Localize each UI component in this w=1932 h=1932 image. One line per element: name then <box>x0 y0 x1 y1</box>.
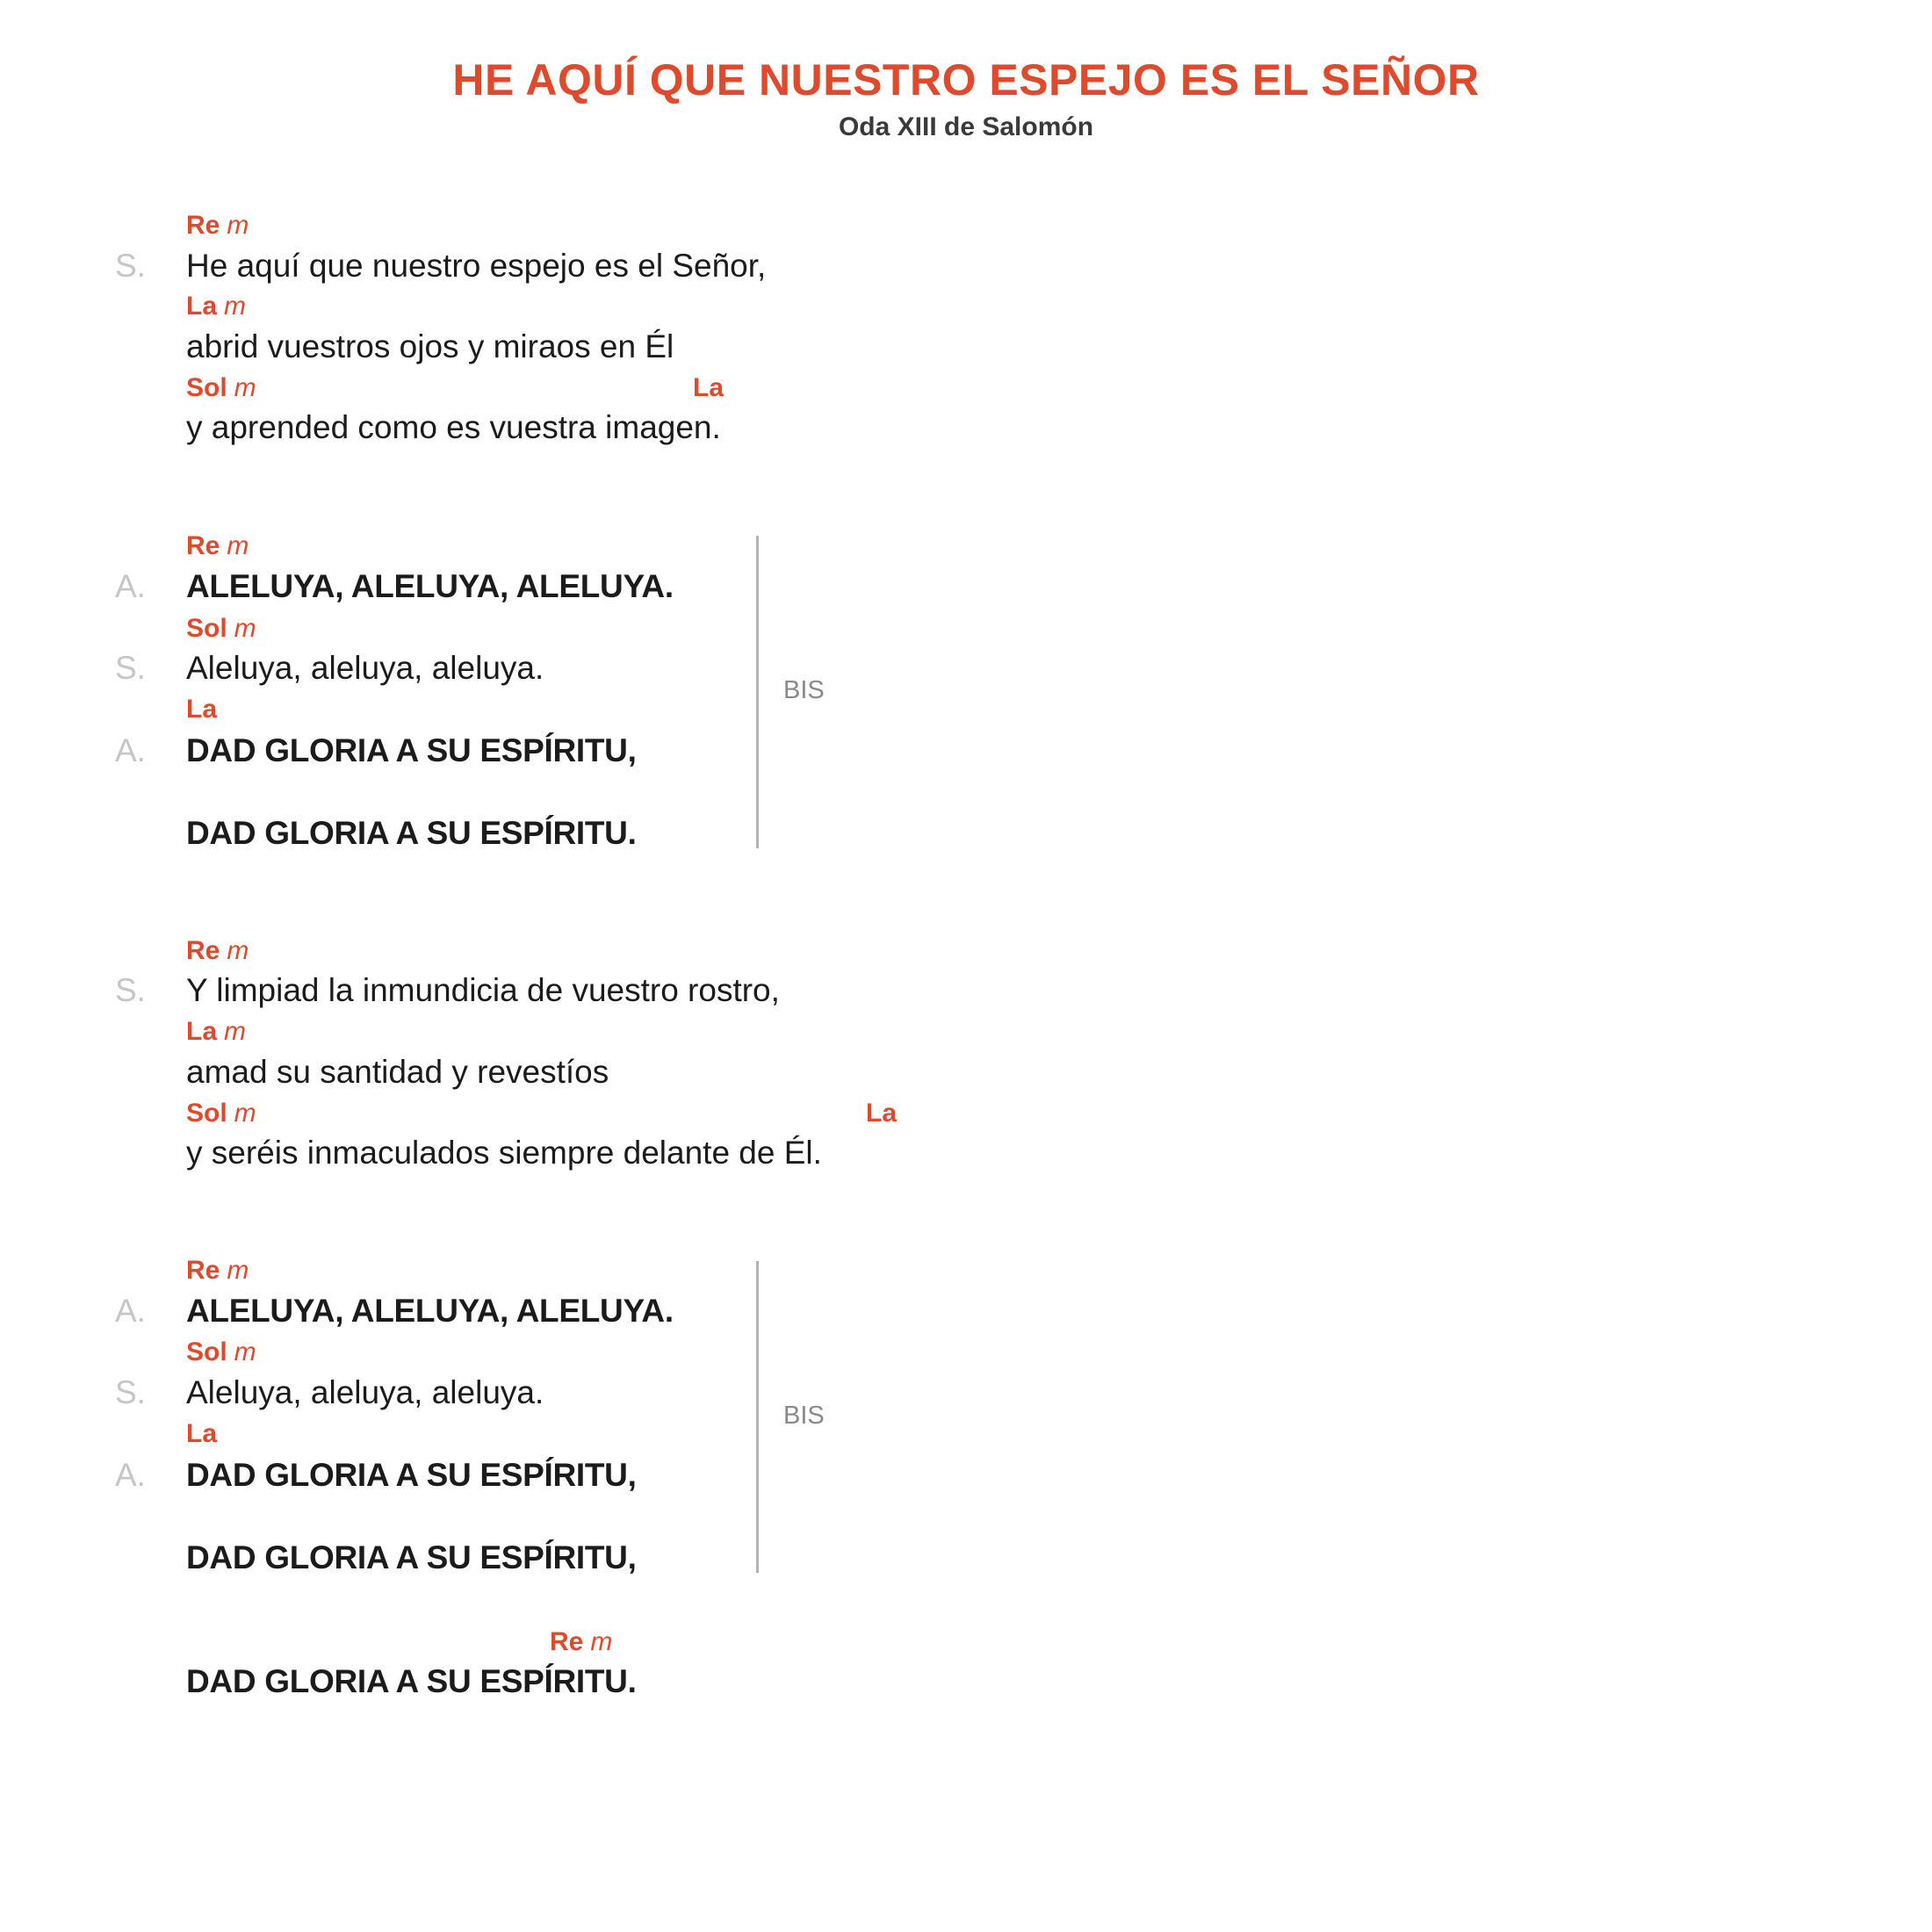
repeat-bracket <box>756 1261 759 1573</box>
lyric-line: ALELUYA, ALELUYA, ALELUYA. <box>186 568 674 604</box>
repeat-bracket <box>756 536 759 848</box>
lyric-line: DAD GLORIA A SU ESPÍRITU. <box>186 1663 637 1699</box>
role-label: A. <box>115 1457 146 1493</box>
role-label: A. <box>115 732 146 768</box>
lyric-line: amad su santidad y revestíos <box>186 1054 609 1090</box>
chord <box>186 293 246 320</box>
chord <box>186 1100 256 1127</box>
chord <box>550 1629 612 1655</box>
song-subtitle: Oda XIII de Salomón <box>838 112 1094 141</box>
chord-root: La <box>866 1099 898 1128</box>
chord-minor: m <box>224 292 247 321</box>
chord <box>186 616 256 642</box>
chord-minor: m <box>234 1099 256 1128</box>
lyric-line: DAD GLORIA A SU ESPÍRITU, <box>186 1539 637 1575</box>
chord-root: Sol <box>186 1337 227 1366</box>
chord-minor: m <box>234 1337 256 1366</box>
chord-minor: m <box>227 211 249 240</box>
chord <box>186 213 249 239</box>
role-label: A. <box>115 568 146 604</box>
chord <box>186 1019 246 1045</box>
lyric-line: DAD GLORIA A SU ESPÍRITU. <box>186 815 637 851</box>
lyric-line: DAD GLORIA A SU ESPÍRITU, <box>186 1457 637 1493</box>
lyric-line: Aleluya, aleluya, aleluya. <box>186 1374 544 1410</box>
lyric-line: He aquí que nuestro espejo es el Señor, <box>186 248 767 284</box>
chord-root: Re <box>186 211 220 240</box>
lyric-line: Y limpiad la inmundicia de vuestro rostro, <box>186 972 780 1008</box>
chord-minor: m <box>227 1256 249 1285</box>
chord-root: Sol <box>186 1099 227 1128</box>
role-label: A. <box>115 1293 146 1329</box>
lyric-line: ALELUYA, ALELUYA, ALELUYA. <box>186 1293 674 1329</box>
lyric-line: DAD GLORIA A SU ESPÍRITU, <box>186 732 637 768</box>
lyric-line: y seréis inmaculados siempre delante de Él. <box>186 1135 822 1171</box>
chord <box>866 1100 897 1127</box>
chord-root: La <box>693 373 724 402</box>
chord <box>186 375 256 401</box>
chord-root: Sol <box>186 373 227 402</box>
bis-label: BIS <box>783 676 825 704</box>
chord-minor: m <box>227 936 249 965</box>
chord-root: La <box>186 1017 218 1046</box>
chord-root: La <box>186 695 218 724</box>
lyric-line: y aprended como es vuestra imagen. <box>186 409 721 445</box>
role-label: S. <box>115 650 146 686</box>
role-label: S. <box>115 972 146 1008</box>
role-label: S. <box>115 1374 146 1410</box>
chord-minor: m <box>234 614 256 643</box>
bis-label: BIS <box>783 1402 825 1430</box>
chord-root: Re <box>186 936 220 965</box>
lyric-line: abrid vuestros ojos y miraos en Él <box>186 328 674 364</box>
chord <box>186 533 249 559</box>
chord <box>186 696 217 723</box>
chord-root: Re <box>186 1256 220 1285</box>
chord <box>186 1258 249 1284</box>
song-title: HE AQUÍ QUE NUESTRO ESPEJO ES EL SEÑOR <box>452 55 1480 105</box>
chord <box>186 1421 217 1447</box>
chord-root: Re <box>550 1627 584 1656</box>
chord <box>186 1339 256 1366</box>
chord-root: La <box>186 1419 218 1448</box>
chord-root: La <box>186 292 218 321</box>
lyric-line: Aleluya, aleluya, aleluya. <box>186 650 544 686</box>
chord <box>186 938 249 964</box>
chord <box>693 375 724 401</box>
chord-root: Sol <box>186 614 227 643</box>
chord-minor: m <box>224 1017 247 1046</box>
chord-minor: m <box>227 531 249 560</box>
role-label: S. <box>115 248 146 284</box>
chord-minor: m <box>234 373 256 402</box>
chord-root: Re <box>186 531 220 560</box>
chord-minor: m <box>590 1627 613 1656</box>
